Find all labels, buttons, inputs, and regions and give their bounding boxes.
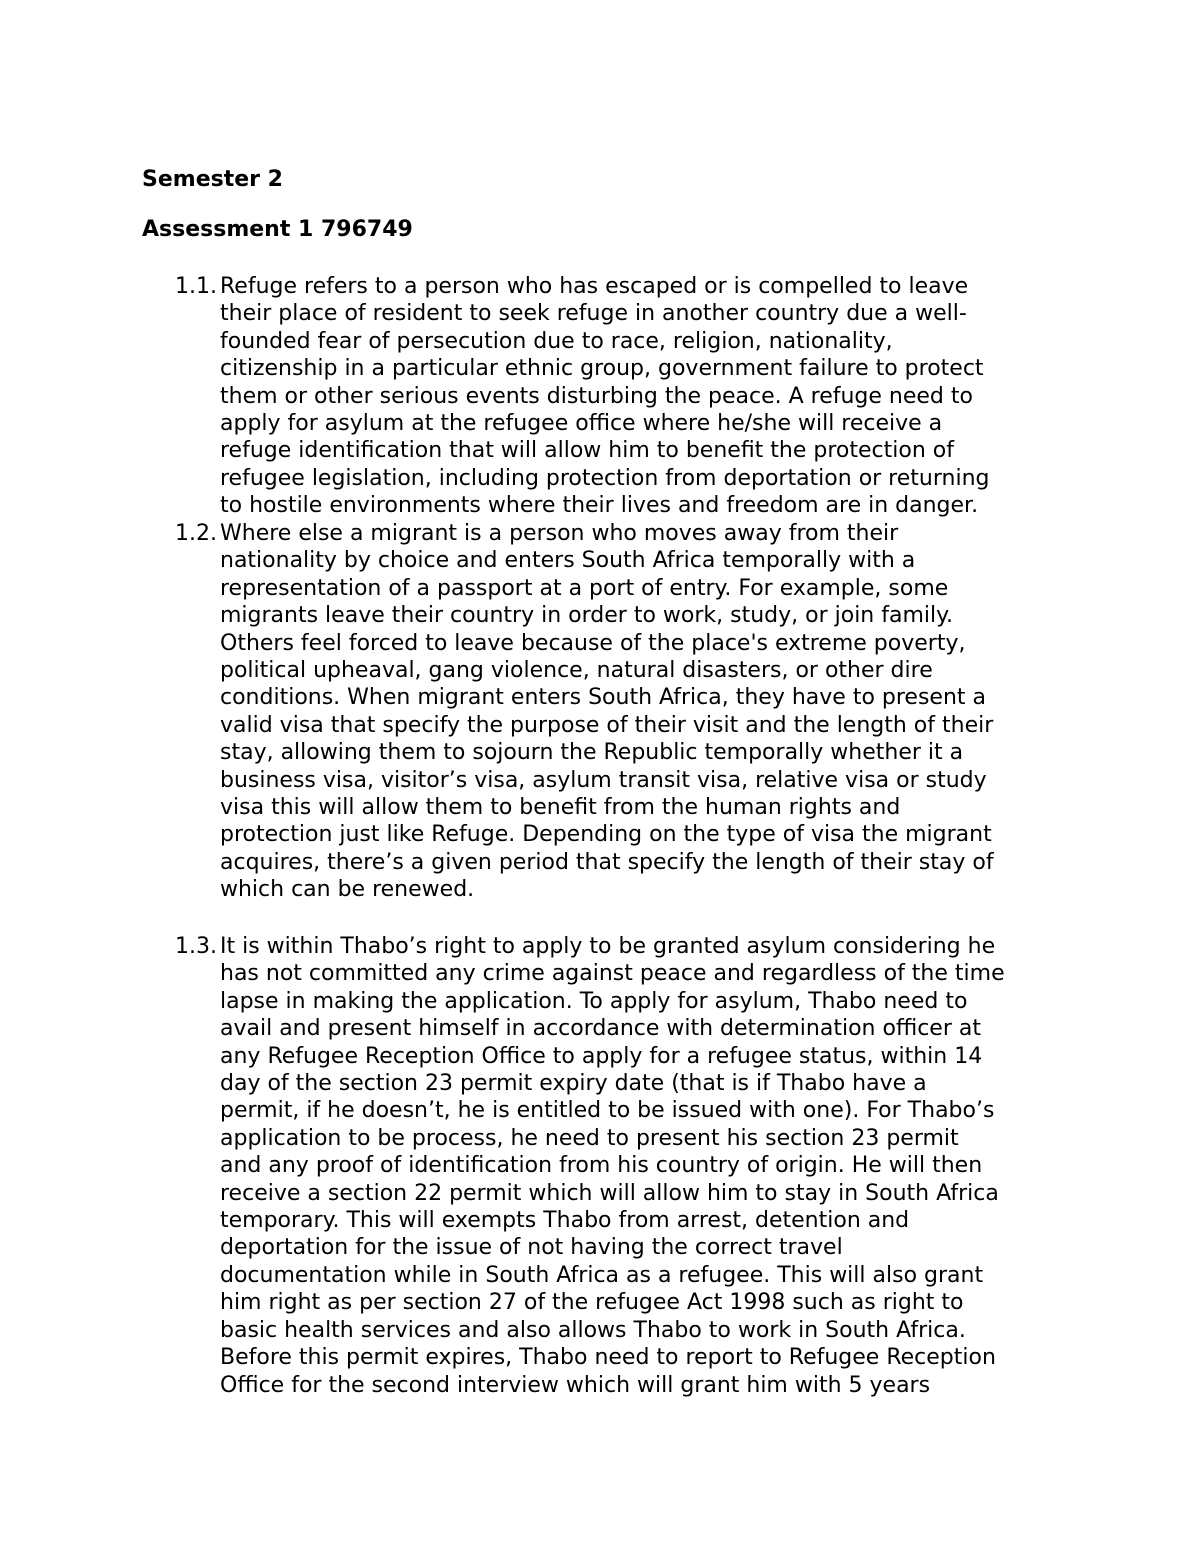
item-text xyxy=(220,273,1065,520)
text-line: It is within Thabo’s right to apply to be granted asylum considering he xyxy=(220,934,996,959)
text-line: which can be renewed. xyxy=(220,877,475,903)
text-line: and any proof of identification from his country of origin. He will then xyxy=(220,1153,983,1179)
text-line: refugee legislation, including protection from deportation or returning xyxy=(220,465,990,491)
text-line: them or other serious events disturbing the peace. A refuge need to xyxy=(220,383,973,409)
text-line: avail and present himself in accordance with determination officer at xyxy=(220,1016,981,1042)
text-line: Office for the second interview which will grant him with 5 years xyxy=(220,1372,931,1398)
item-number: 1.1. xyxy=(175,274,217,299)
text-line: nationality by choice and enters South Africa temporally with a xyxy=(220,548,916,574)
text-line: valid visa that specify the purpose of their visit and the length of their xyxy=(220,712,994,738)
text-line: documentation while in South Africa as a refugee. This will also grant xyxy=(220,1262,984,1288)
semester-heading: Semester 2 xyxy=(142,167,283,192)
text-line: Others feel forced to leave because of the place's extreme poverty, xyxy=(220,630,966,656)
text-line: acquires, there’s a given period that specify the length of their stay of xyxy=(220,849,994,875)
text-line: representation of a passport at a port of entry. For example, some xyxy=(220,575,949,601)
text-line: has not committed any crime against peace and regardless of the time xyxy=(220,961,1005,987)
text-line: migrants leave their country in order to work, study, or join family. xyxy=(220,603,954,629)
text-line: Where else a migrant is a person who moves away from their xyxy=(220,521,899,546)
text-line: lapse in making the application. To apply for asylum, Thabo need to xyxy=(220,988,968,1014)
text-line: citizenship in a particular ethnic group, government failure to protect xyxy=(220,356,984,382)
text-line: protection just like Refuge. Depending on the type of visa the migrant xyxy=(220,822,992,848)
text-line: to hostile environments where their lives and freedom are in danger. xyxy=(220,493,979,519)
text-line: conditions. When migrant enters South Africa, they have to present a xyxy=(220,685,987,711)
text-line: business visa, visitor’s visa, asylum transit visa, relative visa or study xyxy=(220,767,987,793)
item-number: 1.3. xyxy=(175,934,217,959)
text-line: their place of resident to seek refuge in another country due a well- xyxy=(220,301,967,327)
text-line: basic health services and also allows Thabo to work in South Africa. xyxy=(220,1317,966,1343)
assessment-heading: Assessment 1 796749 xyxy=(142,217,413,242)
item-number: 1.2. xyxy=(175,521,217,546)
item-text xyxy=(220,933,1065,1399)
text-line: political upheaval, gang violence, natural disasters, or other dire xyxy=(220,658,933,684)
text-line: him right as per section 27 of the refugee Act 1998 such as right to xyxy=(220,1290,964,1316)
text-line: application to be process, he need to present his section 23 permit xyxy=(220,1125,959,1151)
text-line: day of the section 23 permit expiry date (that is if Thabo have a xyxy=(220,1071,927,1097)
text-line: apply for asylum at the refugee office where he/she will receive a xyxy=(220,411,943,437)
text-line: deportation for the issue of not having the correct travel xyxy=(220,1235,843,1261)
text-line: founded fear of persecution due to race, religion, nationality, xyxy=(220,328,893,354)
text-line: visa this will allow them to benefit from the human rights and xyxy=(220,795,901,821)
text-line: receive a section 22 permit which will allow him to stay in South Africa xyxy=(220,1180,999,1206)
text-line: stay, allowing them to sojourn the Republic temporally whether it a xyxy=(220,740,964,766)
text-line: temporary. This will exempts Thabo from arrest, detention and xyxy=(220,1208,910,1234)
text-line: refuge identification that will allow him to benefit the protection of xyxy=(220,438,954,464)
text-line: permit, if he doesn’t, he is entitled to be issued with one). For Thabo’s xyxy=(220,1098,995,1124)
text-line: any Refugee Reception Office to apply for a refugee status, within 14 xyxy=(220,1043,983,1069)
item-text xyxy=(220,520,1065,904)
text-line: Before this permit expires, Thabo need to report to Refugee Reception xyxy=(220,1345,996,1371)
text-line: Refuge refers to a person who has escaped or is compelled to leave xyxy=(220,274,969,299)
